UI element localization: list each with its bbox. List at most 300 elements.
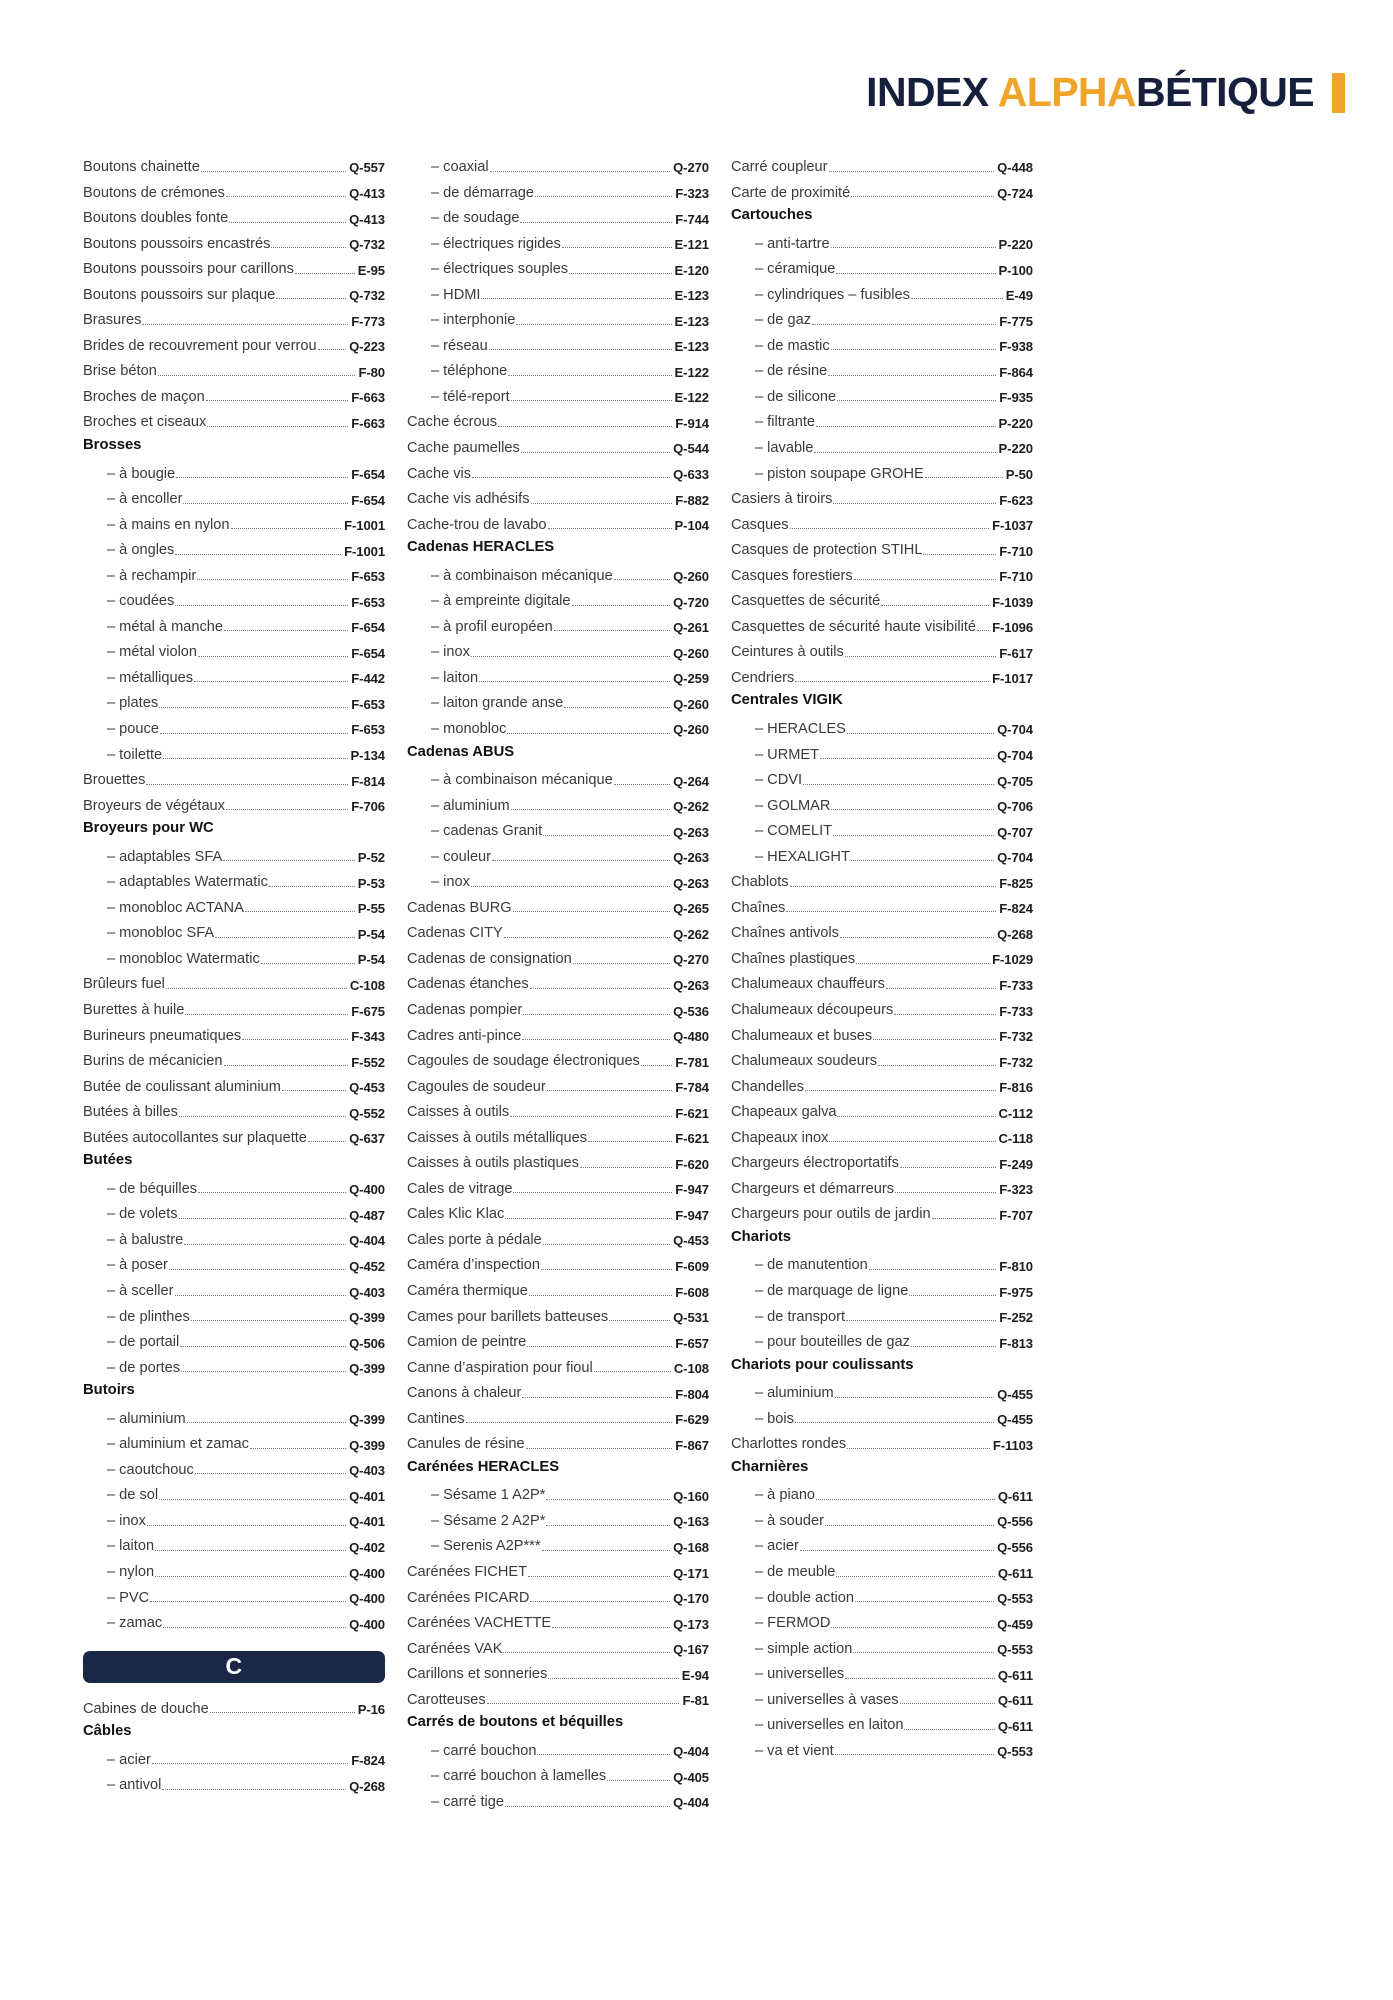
index-entry[interactable] xyxy=(83,1072,385,1098)
index-entry[interactable] xyxy=(83,995,385,1021)
dot-leader xyxy=(487,1703,680,1704)
index-entry[interactable] xyxy=(83,637,385,663)
index-entry[interactable] xyxy=(83,1404,385,1430)
index-entry-label: Cales porte à pédale xyxy=(407,1231,542,1248)
index-entry[interactable] xyxy=(407,331,709,357)
index-entry[interactable] xyxy=(83,1251,385,1277)
dot-leader xyxy=(829,171,995,172)
index-entry[interactable] xyxy=(83,1302,385,1328)
index-entry[interactable] xyxy=(731,1685,1033,1711)
index-entry[interactable] xyxy=(407,842,709,868)
index-entry[interactable] xyxy=(731,791,1033,817)
index-entry[interactable] xyxy=(83,714,385,740)
index-group-heading: Chariots pour coulissants xyxy=(731,1356,914,1373)
index-entry[interactable] xyxy=(731,1429,1033,1455)
index-entry[interactable] xyxy=(83,765,385,791)
index-entry[interactable] xyxy=(83,791,385,817)
index-entry[interactable] xyxy=(407,612,709,638)
index-entry[interactable] xyxy=(407,1225,709,1251)
index-entry[interactable] xyxy=(407,1736,709,1762)
index-entry[interactable] xyxy=(407,791,709,817)
index-entry[interactable] xyxy=(407,1174,709,1200)
index-entry[interactable] xyxy=(83,944,385,970)
index-entry[interactable] xyxy=(731,407,1033,433)
index-entry[interactable] xyxy=(407,1583,709,1609)
index-entry-page-ref: E-122 xyxy=(674,364,709,380)
index-entry[interactable] xyxy=(731,842,1033,868)
index-entry-label: Carillons et sonneries xyxy=(407,1666,548,1683)
index-entry-page-ref: F-947 xyxy=(675,1182,709,1198)
index-entry-label: Carotteuses xyxy=(407,1691,486,1708)
dot-leader xyxy=(492,860,670,861)
index-entry[interactable] xyxy=(407,459,709,485)
index-entry-label: Caisses à outils métalliques xyxy=(407,1129,588,1146)
dot-leader xyxy=(175,1295,347,1296)
dot-leader xyxy=(169,1269,346,1270)
index-entry-page-ref: Q-263 xyxy=(673,875,709,891)
index-entry-page-ref: F-1017 xyxy=(992,671,1033,687)
index-entry[interactable] xyxy=(731,459,1033,485)
index-entry-page-ref: F-744 xyxy=(675,211,709,227)
dot-leader xyxy=(207,426,348,427)
index-entry[interactable] xyxy=(407,1761,709,1787)
dot-leader xyxy=(548,1678,678,1679)
index-entry-page-ref: Q-160 xyxy=(673,1488,709,1504)
index-entry[interactable] xyxy=(407,382,709,408)
index-entry-page-ref: F-323 xyxy=(675,186,709,201)
index-entry[interactable] xyxy=(731,663,1033,689)
index-entry[interactable] xyxy=(407,688,709,714)
index-entry[interactable] xyxy=(83,688,385,714)
index-entry-page-ref: Q-170 xyxy=(673,1591,709,1607)
index-entry[interactable] xyxy=(83,229,385,255)
index-entry[interactable] xyxy=(731,918,1033,944)
index-entry[interactable] xyxy=(407,816,709,842)
index-entry-page-ref: Q-268 xyxy=(997,926,1033,942)
dot-leader xyxy=(641,1065,672,1066)
index-entry[interactable] xyxy=(407,867,709,893)
index-entry[interactable] xyxy=(731,382,1033,408)
index-entry[interactable] xyxy=(731,305,1033,331)
dot-leader xyxy=(166,988,347,989)
index-entry-label: – coudées xyxy=(107,593,175,610)
index-entry[interactable] xyxy=(83,305,385,331)
index-entry[interactable] xyxy=(407,1251,709,1277)
index-entry-page-ref: F-710 xyxy=(999,569,1033,585)
index-entry[interactable] xyxy=(83,152,385,178)
index-entry[interactable] xyxy=(407,1123,709,1149)
index-entry[interactable] xyxy=(731,1276,1033,1302)
index-entry[interactable] xyxy=(731,1302,1033,1328)
dot-leader xyxy=(175,605,348,606)
dot-leader xyxy=(614,579,670,580)
index-entry[interactable] xyxy=(83,459,385,485)
index-entry[interactable] xyxy=(83,1557,385,1583)
index-entry[interactable] xyxy=(407,663,709,689)
dot-leader xyxy=(932,1218,997,1219)
index-entry[interactable] xyxy=(407,1557,709,1583)
index-entry[interactable] xyxy=(731,944,1033,970)
index-entry[interactable] xyxy=(731,433,1033,459)
index-entry[interactable] xyxy=(83,842,385,868)
dot-leader xyxy=(224,1065,349,1066)
index-entry[interactable] xyxy=(731,152,1033,178)
index-entry-page-ref: F-775 xyxy=(999,313,1033,329)
index-entry-label: Brûleurs fuel xyxy=(83,976,165,993)
index-entry[interactable] xyxy=(731,510,1033,536)
index-entry-label: – carré bouchon xyxy=(431,1742,537,1759)
dot-leader xyxy=(191,1320,346,1321)
index-entry[interactable] xyxy=(83,510,385,536)
index-entry[interactable] xyxy=(731,765,1033,791)
index-entry[interactable] xyxy=(83,1174,385,1200)
index-entry-label: Burettes à huile xyxy=(83,1002,185,1018)
dot-leader xyxy=(786,911,996,912)
index-entry[interactable] xyxy=(83,254,385,280)
index-entry-page-ref: F-343 xyxy=(351,1029,385,1045)
index-entry[interactable] xyxy=(731,1583,1033,1609)
index-group-heading: Brosses xyxy=(83,437,142,454)
index-entry-page-ref: Q-705 xyxy=(997,773,1033,789)
index-entry[interactable] xyxy=(407,433,709,459)
index-entry[interactable] xyxy=(407,1021,709,1047)
index-entry[interactable] xyxy=(407,356,709,382)
index-entry[interactable] xyxy=(407,1404,709,1430)
dot-leader xyxy=(909,1295,996,1296)
index-entry[interactable] xyxy=(407,586,709,612)
index-entry-page-ref: F-867 xyxy=(675,1437,709,1453)
index-entry[interactable] xyxy=(407,280,709,306)
index-entry[interactable] xyxy=(83,203,385,229)
dot-leader xyxy=(242,1039,348,1040)
index-entry[interactable] xyxy=(83,1694,385,1720)
index-entry-label: – laiton xyxy=(107,1538,155,1555)
index-entry[interactable] xyxy=(407,1199,709,1225)
index-entry[interactable] xyxy=(407,484,709,510)
index-entry-page-ref: Q-706 xyxy=(997,799,1033,815)
index-entry[interactable] xyxy=(731,1021,1033,1047)
index-entry-label: Canne d’aspiration pour fioul xyxy=(407,1359,593,1376)
index-entry[interactable] xyxy=(731,1710,1033,1736)
index-entry[interactable] xyxy=(407,1046,709,1072)
index-entry[interactable] xyxy=(83,1199,385,1225)
dot-leader xyxy=(854,579,997,580)
index-entry[interactable] xyxy=(731,612,1033,638)
index-entry[interactable] xyxy=(83,1327,385,1353)
index-entry[interactable] xyxy=(407,1532,709,1558)
index-entry[interactable] xyxy=(83,1506,385,1532)
dot-leader xyxy=(142,324,348,325)
dot-leader xyxy=(276,298,346,299)
dot-leader xyxy=(886,988,996,989)
index-entry[interactable] xyxy=(83,535,385,561)
index-entry[interactable] xyxy=(83,1532,385,1558)
index-entry-page-ref: Q-399 xyxy=(349,1412,385,1428)
index-entry[interactable] xyxy=(407,1685,709,1711)
dot-leader xyxy=(269,886,355,887)
index-entry[interactable] xyxy=(731,1557,1033,1583)
index-entry[interactable] xyxy=(83,331,385,357)
index-entry[interactable] xyxy=(83,1608,385,1634)
index-entry[interactable] xyxy=(731,561,1033,587)
index-entry[interactable] xyxy=(407,893,709,919)
index-entry[interactable] xyxy=(83,1429,385,1455)
index-entry-label: Cales de vitrage xyxy=(407,1180,513,1197)
index-entry[interactable] xyxy=(731,535,1033,561)
index-entry-label: Cache-trou de lavabo xyxy=(407,516,547,533)
index-entry[interactable] xyxy=(407,1608,709,1634)
dot-leader xyxy=(856,963,989,964)
index-entry-page-ref: F-657 xyxy=(675,1335,709,1351)
index-entry-label: – laiton xyxy=(431,669,479,686)
index-entry[interactable] xyxy=(407,254,709,280)
index-entry[interactable] xyxy=(731,331,1033,357)
dot-leader xyxy=(505,1218,672,1219)
index-entry[interactable] xyxy=(407,1353,709,1379)
index-entry[interactable] xyxy=(83,918,385,944)
index-entry-label: – aluminium et zamac xyxy=(107,1436,249,1453)
index-entry[interactable] xyxy=(731,1608,1033,1634)
index-entry[interactable] xyxy=(731,970,1033,996)
index-entry-page-ref: F-620 xyxy=(675,1156,709,1172)
index-entry[interactable] xyxy=(83,740,385,766)
index-entry[interactable] xyxy=(731,356,1033,382)
index-group-heading: Chariots xyxy=(731,1228,792,1245)
index-entry-label: – de plinthes xyxy=(107,1308,190,1325)
index-entry[interactable] xyxy=(83,586,385,612)
index-entry[interactable] xyxy=(83,561,385,587)
index-entry[interactable] xyxy=(83,1225,385,1251)
dot-leader xyxy=(900,1703,995,1704)
index-entry-page-ref: Q-556 xyxy=(997,1514,1033,1530)
index-entry-label: – nylon xyxy=(107,1564,155,1581)
index-entry[interactable] xyxy=(731,1404,1033,1430)
index-entry[interactable] xyxy=(407,510,709,536)
index-entry[interactable] xyxy=(731,893,1033,919)
index-entry-page-ref: E-122 xyxy=(674,390,709,406)
page-title-part-1: INDEX xyxy=(866,69,998,115)
index-entry[interactable] xyxy=(407,944,709,970)
index-entry[interactable] xyxy=(83,1455,385,1481)
index-entry[interactable] xyxy=(83,1583,385,1609)
index-entry[interactable] xyxy=(83,612,385,638)
index-entry[interactable] xyxy=(731,1148,1033,1174)
index-entry[interactable] xyxy=(731,178,1033,204)
page-title-part-3: BÉTIQUE xyxy=(1135,69,1314,115)
index-entry[interactable] xyxy=(83,407,385,433)
index-entry[interactable] xyxy=(407,1327,709,1353)
index-entry[interactable] xyxy=(731,280,1033,306)
index-entry-page-ref: Q-260 xyxy=(673,645,709,661)
index-entry[interactable] xyxy=(407,229,709,255)
index-entry[interactable] xyxy=(83,1353,385,1379)
index-entry-page-ref: Q-633 xyxy=(673,467,709,483)
dot-leader xyxy=(594,1371,671,1372)
index-entry-page-ref: Q-611 xyxy=(997,1565,1033,1581)
index-entry[interactable] xyxy=(407,305,709,331)
vertical-bar-icon xyxy=(1332,73,1345,113)
index-entry[interactable] xyxy=(731,1378,1033,1404)
index-entry[interactable] xyxy=(83,867,385,893)
index-entry[interactable] xyxy=(731,714,1033,740)
index-entry-label: Chalumeaux chauffeurs xyxy=(731,976,885,993)
index-entry-label: Chalumeaux découpeurs xyxy=(731,1002,894,1018)
index-entry-label: Charlottes rondes xyxy=(731,1436,847,1453)
index-entry[interactable] xyxy=(407,152,709,178)
index-entry[interactable] xyxy=(83,178,385,204)
dot-leader xyxy=(562,247,672,248)
dot-leader xyxy=(503,1652,670,1653)
index-entry[interactable] xyxy=(407,1148,709,1174)
index-entry[interactable] xyxy=(83,1046,385,1072)
index-entry[interactable] xyxy=(407,178,709,204)
index-entry[interactable] xyxy=(83,356,385,382)
index-entry-page-ref: E-123 xyxy=(674,339,709,355)
dot-leader xyxy=(851,196,994,197)
index-entry[interactable] xyxy=(731,1532,1033,1558)
index-entry[interactable] xyxy=(731,1199,1033,1225)
dot-leader xyxy=(479,681,670,682)
index-entry[interactable] xyxy=(407,1276,709,1302)
index-entry-label: Cache écrous xyxy=(407,414,498,431)
index-entry[interactable] xyxy=(731,1097,1033,1123)
index-entry-label: – monobloc ACTANA xyxy=(107,899,244,916)
index-entry[interactable] xyxy=(731,1174,1033,1200)
index-entry[interactable] xyxy=(731,1659,1033,1685)
index-entry[interactable] xyxy=(407,1429,709,1455)
dot-leader xyxy=(904,1729,994,1730)
index-entry[interactable] xyxy=(407,1634,709,1660)
dot-leader xyxy=(546,1499,670,1500)
index-entry-page-ref: F-1037 xyxy=(992,518,1033,534)
index-entry-page-ref: C-108 xyxy=(673,1361,709,1377)
index-entry[interactable] xyxy=(731,995,1033,1021)
index-entry[interactable] xyxy=(731,586,1033,612)
dot-leader xyxy=(504,937,670,938)
index-entry[interactable] xyxy=(83,1021,385,1047)
index-group-heading: Broyeurs pour WC xyxy=(83,820,214,837)
index-entry[interactable] xyxy=(731,1327,1033,1353)
index-entry-label: – anti-tartre xyxy=(755,235,830,252)
index-entry[interactable] xyxy=(407,1378,709,1404)
dot-leader xyxy=(245,911,355,912)
index-entry[interactable] xyxy=(83,893,385,919)
dot-leader xyxy=(547,1090,673,1091)
index-entry[interactable] xyxy=(407,765,709,791)
index-entry-page-ref: P-52 xyxy=(357,850,385,866)
index-entry[interactable] xyxy=(407,1787,709,1813)
index-entry-page-ref: F-1001 xyxy=(344,543,385,559)
index-entry[interactable] xyxy=(407,1072,709,1098)
index-entry-page-ref: F-733 xyxy=(999,977,1033,993)
index-entry-page-ref: F-80 xyxy=(358,364,385,380)
dot-leader xyxy=(814,452,995,453)
index-entry-page-ref: Q-544 xyxy=(673,441,709,457)
index-entry[interactable] xyxy=(83,1276,385,1302)
index-entry[interactable] xyxy=(407,970,709,996)
index-entry[interactable] xyxy=(407,1659,709,1685)
index-entry[interactable] xyxy=(407,637,709,663)
index-entry-page-ref: Q-707 xyxy=(997,824,1033,840)
index-entry[interactable] xyxy=(731,254,1033,280)
index-entry[interactable] xyxy=(407,1480,709,1506)
index-entry-label: Boutons poussoirs encastrés xyxy=(83,235,271,252)
index-entry-page-ref: P-54 xyxy=(357,952,385,968)
index-entry[interactable] xyxy=(731,816,1033,842)
index-entry-page-ref: Q-453 xyxy=(349,1080,385,1096)
index-entry-label: Carte de proximité xyxy=(731,184,851,201)
index-entry[interactable] xyxy=(83,663,385,689)
dot-leader xyxy=(573,963,670,964)
dot-leader xyxy=(229,222,346,223)
index-entry[interactable] xyxy=(731,1123,1033,1149)
index-entry[interactable] xyxy=(83,1097,385,1123)
index-entry[interactable] xyxy=(731,1072,1033,1098)
index-entry-label: – FERMOD xyxy=(755,1615,831,1632)
index-entry[interactable] xyxy=(83,970,385,996)
index-entry[interactable] xyxy=(407,714,709,740)
index-entry[interactable] xyxy=(83,1745,385,1771)
index-entry[interactable] xyxy=(83,382,385,408)
index-entry[interactable] xyxy=(83,1123,385,1149)
index-entry[interactable] xyxy=(407,1302,709,1328)
index-entry[interactable] xyxy=(731,229,1033,255)
index-entry-page-ref: Q-487 xyxy=(349,1207,385,1223)
index-entry[interactable] xyxy=(731,484,1033,510)
index-entry-label: Carénées VAK xyxy=(407,1640,503,1657)
index-entry[interactable] xyxy=(407,995,709,1021)
index-entry-page-ref: F-81 xyxy=(682,1693,709,1709)
index-entry[interactable] xyxy=(731,740,1033,766)
index-entry[interactable] xyxy=(407,918,709,944)
index-entry[interactable] xyxy=(731,1046,1033,1072)
index-entry[interactable] xyxy=(731,867,1033,893)
index-entry-page-ref: Q-401 xyxy=(349,1488,385,1504)
index-entry[interactable] xyxy=(83,484,385,510)
index-entry[interactable] xyxy=(731,637,1033,663)
index-entry-page-ref: F-706 xyxy=(351,799,385,815)
index-entry-label: Boutons doubles fonte xyxy=(83,210,229,227)
index-entry[interactable] xyxy=(407,203,709,229)
index-entry-page-ref: P-220 xyxy=(998,415,1033,431)
index-entry-page-ref: Q-553 xyxy=(997,1642,1033,1658)
index-entry[interactable] xyxy=(83,280,385,306)
index-entry[interactable] xyxy=(407,1506,709,1532)
index-entry[interactable] xyxy=(731,1634,1033,1660)
index-entry-label: Casques xyxy=(731,516,789,533)
index-entry[interactable] xyxy=(407,1097,709,1123)
dot-leader xyxy=(925,477,1003,478)
dot-leader xyxy=(542,1550,671,1551)
index-entry[interactable] xyxy=(731,1506,1033,1532)
dot-leader xyxy=(795,681,989,682)
index-entry-label: – carré tige xyxy=(431,1793,505,1810)
index-entry-page-ref: E-94 xyxy=(681,1667,709,1683)
index-entry[interactable] xyxy=(731,1251,1033,1277)
index-entry[interactable] xyxy=(407,561,709,587)
index-entry[interactable] xyxy=(83,1770,385,1796)
index-entry[interactable] xyxy=(407,407,709,433)
index-entry-page-ref: F-773 xyxy=(351,313,385,329)
index-entry[interactable] xyxy=(731,1480,1033,1506)
index-entry-label: Brasures xyxy=(83,312,142,329)
index-entry-page-ref: F-663 xyxy=(351,415,385,431)
index-entry-label: – pour bouteilles de gaz xyxy=(755,1334,910,1351)
index-entry-page-ref: F-947 xyxy=(675,1207,709,1223)
dot-leader xyxy=(541,1269,672,1270)
index-entry[interactable] xyxy=(731,1736,1033,1762)
index-entry[interactable] xyxy=(83,1480,385,1506)
